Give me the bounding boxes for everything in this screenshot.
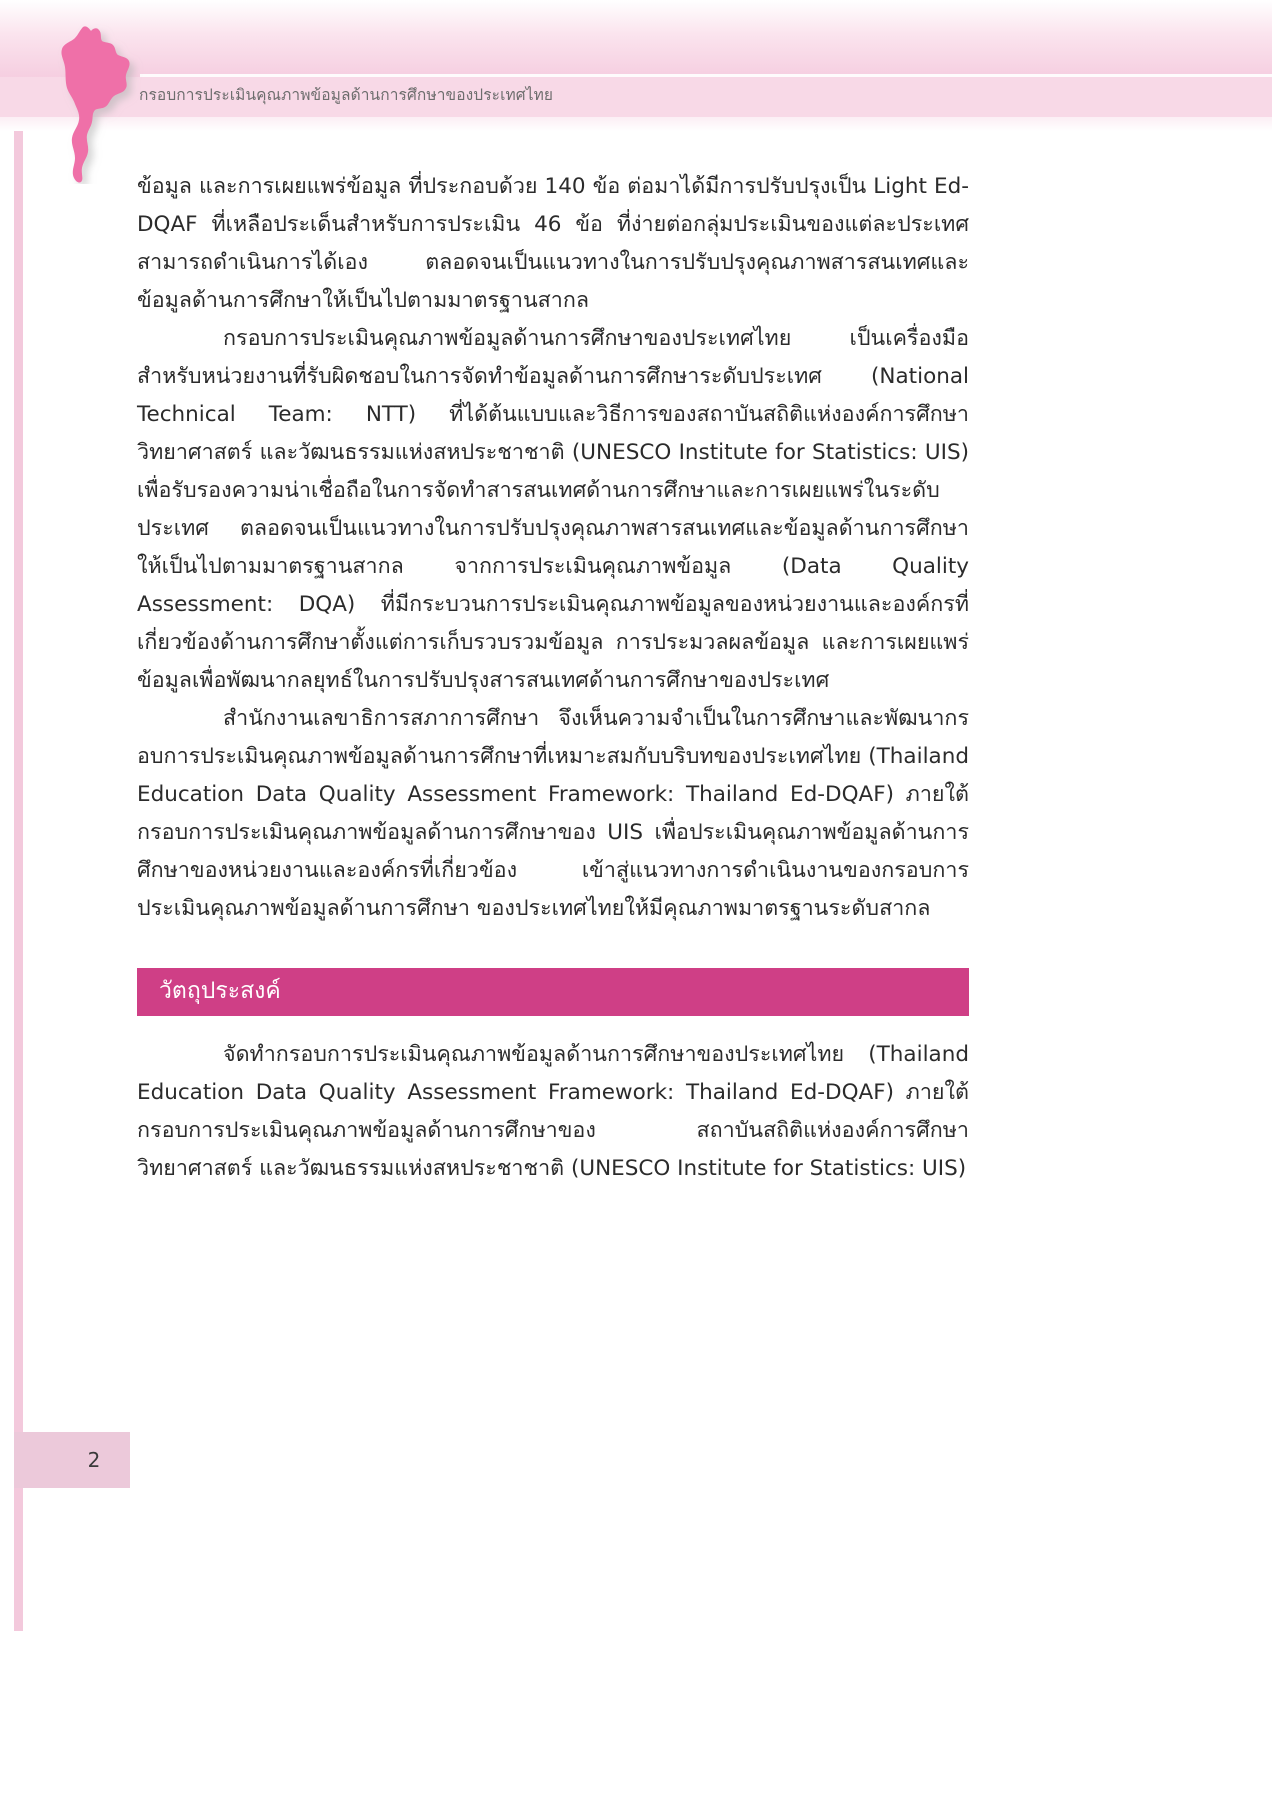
paragraph-2: กรอบการประเมินคุณภาพข้อมูลด้านการศึกษาของประเทศไทย เป็นเครื่องมือสำหรับหน่วยงานที่รับผิดชอบในการจัดทำข้อมูลด้านการศึกษาระดับประเทศ (National Technical Team: NTT) ที่ได้ต้นแบบและวิธีการของสถาบันสถิติแห่งองค์การศึกษา วิทยาศาสตร์ และวัฒนธรรมแห่งสหประชาชาติ (UNESCO Institute for Statistics: UIS) เพื่อรับรองความน่าเชื่อถือในการจัดทำสารสนเทศด้านการศึกษาและการเผยแพร่ในระดับประเทศ ตลอดจนเป็นแนวทางในการปรับปรุงคุณภาพสารสนเทศและข้อมูลด้านการศึกษาให้เป็นไปตามมาตรฐานสากล จากการประเมินคุณภาพข้อมูล (Data Quality Assessment: DQA) ที่มีกระบวนการประเมินคุณภาพข้อมูลของหน่วยงานและองค์กรที่เกี่ยวข้องด้านการศึกษาตั้งแต่การเก็บรวบรวมข้อมูล การประมวลผลข้อมูล และการเผยแพร่ข้อมูลเพื่อพัฒนากลยุทธ์ในการปรับปรุงสารสนเทศด้านการศึกษาของประเทศ xyxy=(137,326,969,693)
thailand-map-icon xyxy=(42,24,152,184)
left-accent-stripe xyxy=(14,131,23,1631)
objective-paragraph: จัดทำกรอบการประเมินคุณภาพข้อมูลด้านการศึกษาของประเทศไทย (Thailand Education Data Quality Assessment Framework: Thailand Ed-DQAF) ภายใต้กรอบการประเมินคุณภาพข้อมูลด้านการศึกษาของ สถาบันสถิติแห่งองค์การศึกษา วิทยาศาสตร์ และวัฒนธรรมแห่งสหประชาชาติ (UNESCO Institute for Statistics: UIS) xyxy=(137,1042,969,1181)
page-header xyxy=(0,0,1272,131)
page-number: 2 xyxy=(87,1448,101,1472)
objective-heading-label: วัตถุประสงค์ xyxy=(159,977,281,1004)
header-divider-line xyxy=(140,74,1272,77)
page-number-badge xyxy=(14,1432,130,1488)
paragraph-3: สำนักงานเลขาธิการสภาการศึกษา จึงเห็นความจำเป็นในการศึกษาและพัฒนากรอบการประเมินคุณภาพข้อมูลด้านการศึกษาที่เหมาะสมกับบริบทของประเทศไทย (Thailand Education Data Quality Assessment Framework: Thailand Ed-DQAF) ภายใต้กรอบการประเมินคุณภาพข้อมูลด้านการศึกษาของ UIS เพื่อประเมินคุณภาพข้อมูลด้านการศึกษาของหน่วยงานและองค์กรที่เกี่ยวข้อง เข้าสู่แนวทางการดำเนินงานของกรอบการประเมินคุณภาพข้อมูลด้านการศึกษา ของประเทศไทยให้มีคุณภาพมาตรฐานระดับสากล xyxy=(137,706,969,921)
paragraph-1: ข้อมูล และการเผยแพร่ข้อมูล ที่ประกอบด้วย 140 ข้อ ต่อมาได้มีการปรับปรุงเป็น Light Ed-DQAF ที่เหลือประเด็นสำหรับการประเมิน 46 ข้อ ที่ง่ายต่อกลุ่มประเมินของแต่ละประเทศสามารถดำเนินการได้เอง ตลอดจนเป็นแนวทางในการปรับปรุงคุณภาพสารสนเทศและข้อมูลด้านการศึกษาให้เป็นไปตามมาตรฐานสากล xyxy=(137,174,969,313)
objective-section-body xyxy=(137,1036,969,1188)
header-title: กรอบการประเมินคุณภาพข้อมูลด้านการศึกษาของประเทศไทย xyxy=(139,86,554,104)
objective-section-heading xyxy=(137,968,969,1016)
document-body xyxy=(137,168,969,928)
